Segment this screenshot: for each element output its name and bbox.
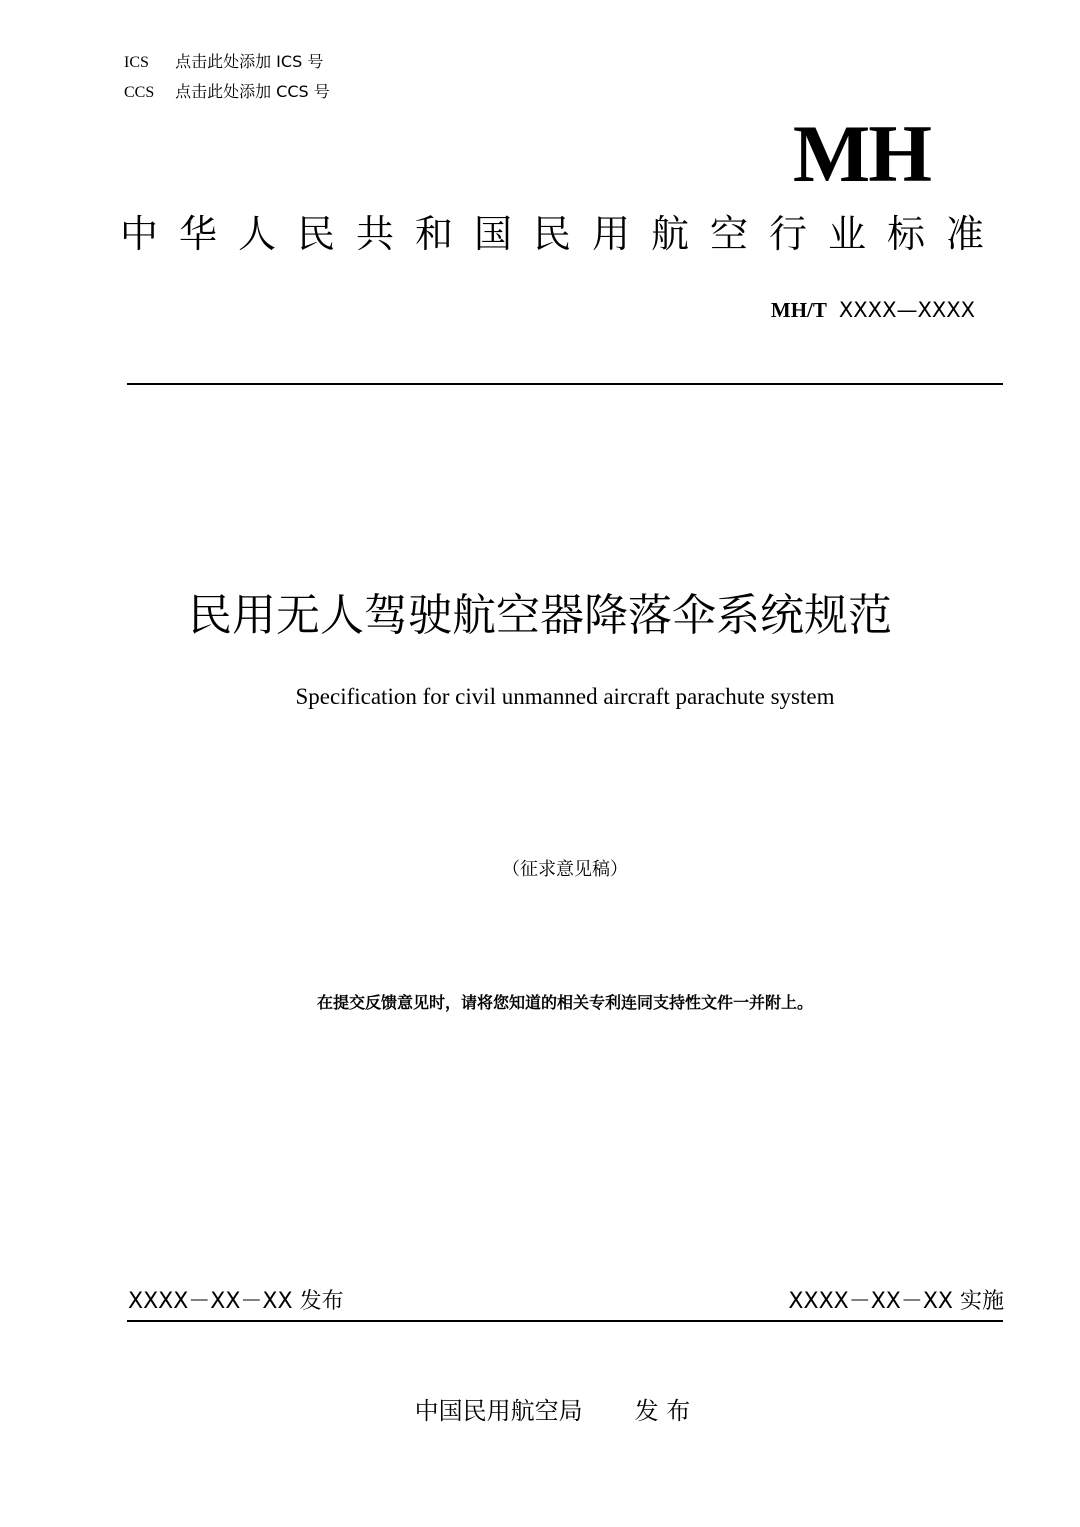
document-title-cn: 民用无人驾驶航空器降落伞系统规范 bbox=[188, 590, 892, 641]
ccs-label: CCS bbox=[124, 84, 155, 101]
ics-placeholder[interactable]: 点击此处添加 ICS 号 bbox=[175, 52, 324, 71]
publisher-name: 中国民用航空局 bbox=[414, 1397, 583, 1425]
standard-number-prefix: MH/T bbox=[770, 298, 827, 322]
standard-title: 中华人民共和国民用航空行业标准 bbox=[120, 212, 1006, 256]
ics-label: ICS bbox=[124, 54, 149, 71]
publisher-line bbox=[0, 1396, 1080, 1426]
patent-notice: 在提交反馈意见时，请将您知道的相关专利连同支持性文件一并附上。 bbox=[316, 993, 813, 1012]
ccs-row bbox=[124, 82, 330, 103]
issue-date: XXXX－XX－XX 发布 bbox=[128, 1289, 344, 1314]
draft-label: （征求意见稿） bbox=[502, 859, 628, 880]
ccs-placeholder[interactable]: 点击此处添加 CCS 号 bbox=[175, 82, 330, 101]
publisher-action: 发 布 bbox=[634, 1397, 691, 1425]
standard-number bbox=[771, 296, 975, 324]
top-divider bbox=[127, 383, 1003, 385]
document-title-en: Specification for civil unmanned aircraft parachute system bbox=[295, 684, 835, 709]
ics-row bbox=[124, 52, 323, 73]
effective-date: XXXX－XX－XX 实施 bbox=[788, 1289, 1004, 1314]
standard-number-value: XXXX—XXXX bbox=[838, 298, 975, 322]
bottom-divider bbox=[127, 1320, 1003, 1322]
mh-logo: MH bbox=[792, 108, 930, 199]
